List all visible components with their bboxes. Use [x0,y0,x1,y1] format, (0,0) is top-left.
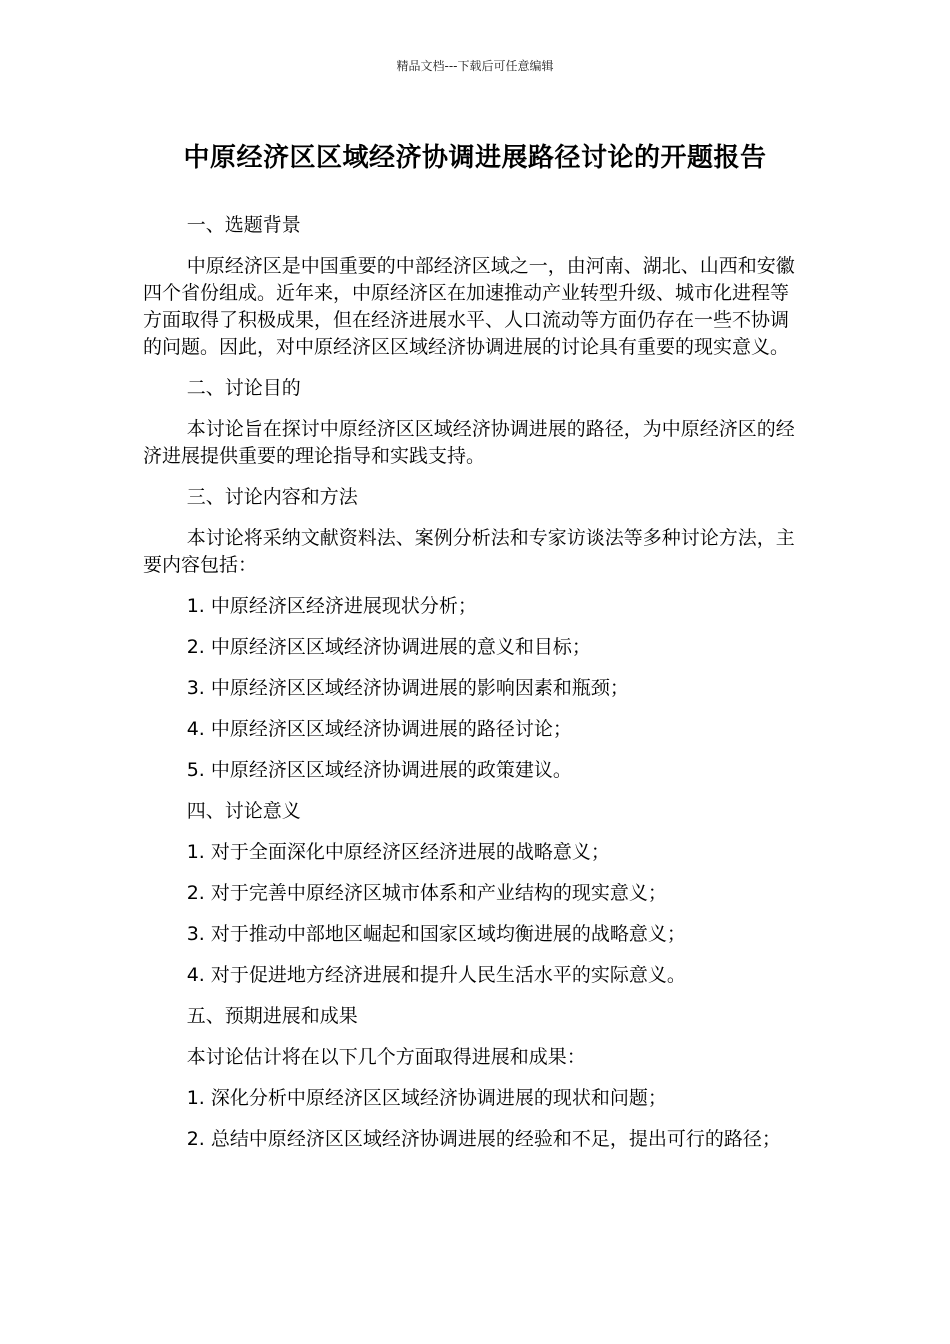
list-item: 1. 对于全面深化中原经济区经济进展的战略意义； [186,841,610,863]
list-item: 1. 深化分析中原经济区区域经济协调进展的现状和问题； [186,1087,667,1109]
list-item: 2. 总结中原经济区区域经济协调进展的经验和不足，提出可行的路径； [186,1128,781,1150]
paragraph-method: 本讨论将采纳文献资料法、案例分析法和专家访谈法等多种讨论方法，主要内容包括： [143,527,795,576]
heading-content-method: 三、讨论内容和方法 [186,486,358,508]
document-title: 中原经济区区域经济协调进展路径讨论的开题报告 [183,143,767,173]
list-item: 3. 中原经济区区域经济协调进展的影响因素和瓶颈； [186,677,629,699]
header-note: 精品文档---下载后可任意编辑 [396,59,554,73]
heading-research-purpose: 二、讨论目的 [186,377,301,399]
list-item: 3. 对于推动中部地区崛起和国家区域均衡进展的战略意义； [186,923,686,945]
list-item: 2. 中原经济区区域经济协调进展的意义和目标； [186,636,591,658]
list-item: 5. 中原经济区区域经济协调进展的政策建议。 [186,759,572,781]
heading-significance: 四、讨论意义 [186,800,301,822]
list-item: 2. 对于完善中原经济区城市体系和产业结构的现实意义； [186,882,667,904]
list-item: 4. 中原经济区区域经济协调进展的路径讨论； [186,718,572,740]
document-body [143,212,803,1167]
paragraph-purpose: 本讨论旨在探讨中原经济区区域经济协调进展的路径，为中原经济区的经济进展提供重要的理论指导和实践支持。 [143,418,795,467]
heading-topic-background: 一、选题背景 [186,214,301,236]
paragraph-background: 中原经济区是中国重要的中部经济区域之一，由河南、湖北、山西和安徽四个省份组成。近年来，中原经济区在加速推动产业转型升级、城市化进程等方面取得了积极成果，但在经济进展水平、人口流动等方面仍存在一些不协调的问题。因此，对中原经济区区域经济协调进展的讨论具有重要的现实意义。 [143,255,795,358]
list-item: 1. 中原经济区经济进展现状分析； [186,595,477,617]
list-item: 4. 对于促进地方经济进展和提升人民生活水平的实际意义。 [186,964,686,986]
heading-expected-results: 五、预期进展和成果 [186,1005,358,1027]
paragraph-expected: 本讨论估计将在以下几个方面取得进展和成果： [186,1046,586,1068]
